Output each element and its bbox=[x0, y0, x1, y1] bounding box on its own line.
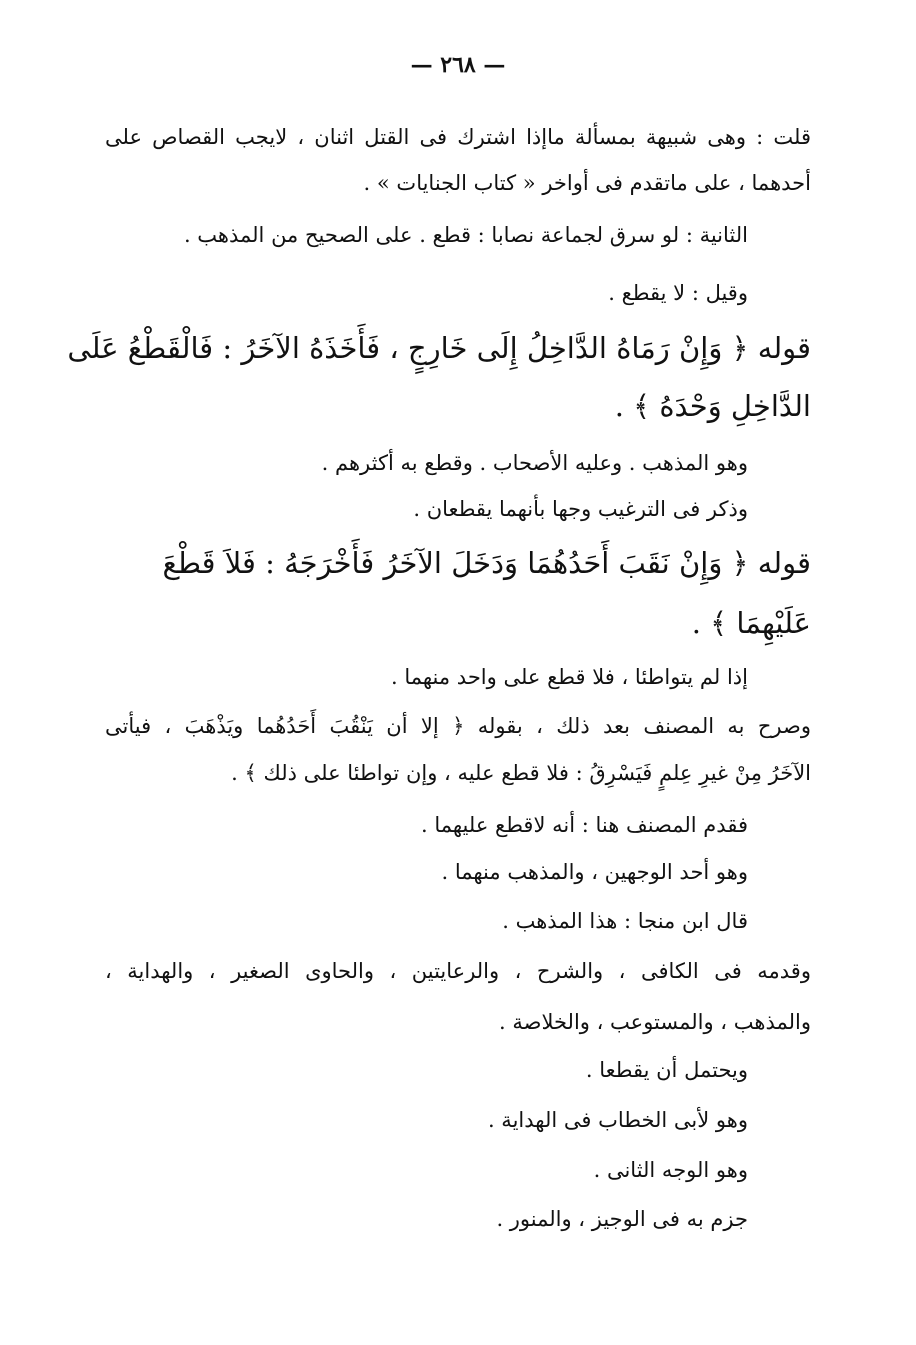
quote-line-4: عَلَيْهِمَا ﴾ . bbox=[691, 606, 811, 640]
text-line-2: أحدهما ، على ماتقدم فى أواخر « كتاب الجنايات » . bbox=[363, 171, 811, 195]
text-line-10: فقدم المصنف هنا : أنه لاقطع عليهما . bbox=[420, 813, 748, 837]
page-number: — ٢٦٨ — bbox=[410, 52, 506, 78]
text-line-8: وصرح به المصنف بعد ذلك ، بقوله ﴿ إلا أن يَنْقُبَ أَحَدُهُما ويَذْهَبَ ، فيأتى bbox=[105, 714, 811, 738]
text-line-3: الثانية : لو سرق لجماعة نصابا : قطع . على الصحيح من المذهب . bbox=[183, 223, 748, 247]
text-line-11: وهو أحد الوجهين ، والمذهب منهما . bbox=[441, 860, 748, 884]
text-line-7: إذا لم يتواطئا ، فلا قطع على واحد منهما . bbox=[390, 665, 748, 689]
text-line-17: وهو الوجه الثانى . bbox=[593, 1158, 748, 1182]
quote-line-2: الدَّاخِلِ وَحْدَهُ ﴾ . bbox=[614, 389, 811, 423]
text-line-16: وهو لأبى الخطاب فى الهداية . bbox=[487, 1108, 748, 1132]
text-line-5: وهو المذهب . وعليه الأصحاب . وقطع به أكثرهم . bbox=[321, 451, 748, 475]
text-line-1: قلت : وهى شبيهة بمسألة ماإذا اشترك فى القتل اثنان ، لايجب القصاص على bbox=[105, 125, 811, 149]
quote-line-1: قوله ﴿ وَإِنْ رَمَاهُ الدَّاخِلُ إِلَى خَارِجٍ ، فَأَخَذَهُ الآخَرُ : فَالْقَطْعُ عَلَى bbox=[67, 331, 811, 365]
text-line-12: قال ابن منجا : هذا المذهب . bbox=[502, 909, 748, 933]
text-line-13: وقدمه فى الكافى ، والشرح ، والرعايتين ، والحاوى الصغير ، والهداية ، bbox=[105, 959, 811, 983]
text-line-18: جزم به فى الوجيز ، والمنور . bbox=[496, 1207, 748, 1231]
text-line-4: وقيل : لا يقطع . bbox=[608, 281, 748, 305]
text-line-15: ويحتمل أن يقطعا . bbox=[585, 1058, 748, 1082]
text-line-9: الآخَرُ مِنْ غيرِ عِلمٍ فَيَسْرِقُ : فلا قطع عليه ، وإن تواطئا على ذلك ﴾ . bbox=[231, 761, 811, 785]
text-line-6: وذكر فى الترغيب وجها بأنهما يقطعان . bbox=[413, 497, 748, 521]
quote-line-3: قوله ﴿ وَإِنْ نَقَبَ أَحَدُهُمَا وَدَخَلَ الآخَرُ فَأَخْرَجَهُ : فَلاَ قَطْعَ bbox=[162, 546, 811, 580]
text-line-14: والمذهب ، والمستوعب ، والخلاصة . bbox=[499, 1010, 811, 1034]
